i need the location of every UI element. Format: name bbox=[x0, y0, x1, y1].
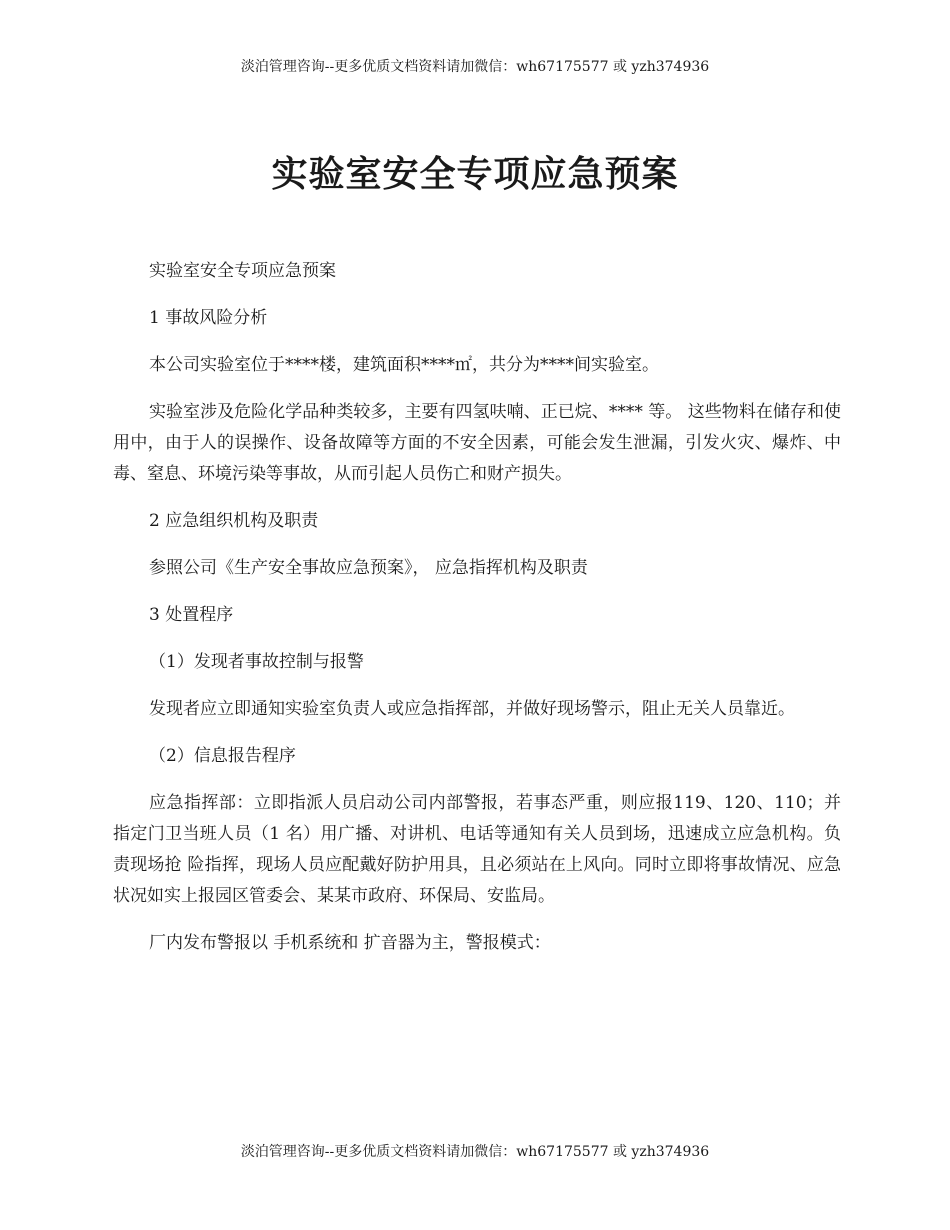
document-title: 实验室安全专项应急预案 bbox=[271, 153, 679, 195]
page-footer: 淡泊管理咨询--更多优质文档资料请加微信：wh67175577 或 yzh374936 bbox=[240, 1144, 710, 1160]
subsection-heading-reporting: （2）信息报告程序 bbox=[149, 746, 296, 766]
paragraph-subtitle: 实验室安全专项应急预案 bbox=[149, 261, 336, 281]
page-header: 淡泊管理咨询--更多优质文档资料请加微信：wh67175577 或 yzh374936 bbox=[240, 59, 710, 75]
subsection-heading-discoverer: （1）发现者事故控制与报警 bbox=[149, 652, 364, 672]
document-body bbox=[113, 256, 841, 975]
section-heading-organization: 2 应急组织机构及职责 bbox=[149, 511, 319, 531]
paragraph: 本公司实验室位于****楼，建筑面积****㎡，共分为****间实验室。 bbox=[149, 355, 659, 375]
paragraph: 厂内发布警报以 手机系统和 扩音器为主，警报模式： bbox=[149, 933, 551, 953]
paragraph: 实验室涉及危险化学品种类较多，主要有四氢呋喃、正已烷、**** 等。 这些物料在储存和使用中，由于人的误操作、设备故障等方面的不安全因素，可能会发生泄漏，引发火灾、爆炸、中毒、窒息、环境污染等事故，从而引起人员伤亡和财产损失。 bbox=[113, 402, 841, 484]
section-heading-risk-analysis: 1 事故风险分析 bbox=[149, 308, 268, 328]
paragraph: 发现者应立即通知实验室负责人或应急指挥部，并做好现场警示，阻止无关人员靠近。 bbox=[149, 699, 795, 719]
paragraph: 应急指挥部：立即指派人员启动公司内部警报，若事态严重，则应报119、120、110；并指定门卫当班人员（1 名）用广播、对讲机、电话等通知有关人员到场，迅速成立应急机构。负责现场抢 险指挥，现场人员应配戴好防护用具，且必须站在上风向。同时立即将事故情况、应急状况如实上报园区管委会、某某市政府、环保局、安监局。 bbox=[113, 793, 841, 906]
section-heading-procedure: 3 处置程序 bbox=[149, 605, 234, 625]
paragraph: 参照公司《生产安全事故应急预案》， 应急指挥机构及职责 bbox=[149, 558, 588, 578]
